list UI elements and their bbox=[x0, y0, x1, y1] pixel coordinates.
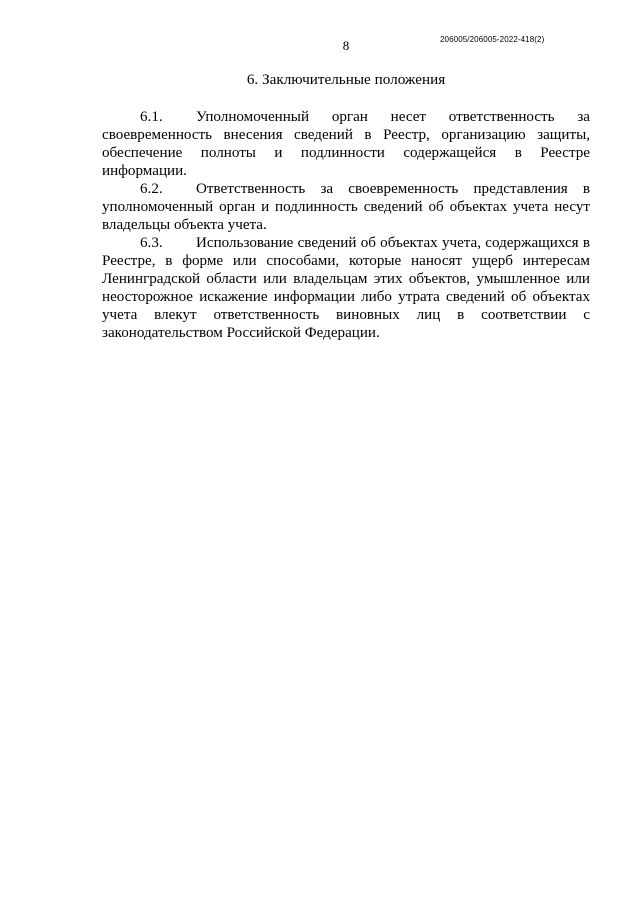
paragraph-number: 6.2. bbox=[140, 181, 163, 197]
document-code: 206005/206005-2022-418(2) bbox=[440, 35, 545, 44]
paragraph-text: Уполномоченный орган несет ответственность за своевременность внесения сведений в Реестр, организацию защиты, обеспечение полноты и подлинности содержащейся в Реестре информации. bbox=[102, 109, 590, 179]
paragraph-number: 6.3. bbox=[140, 235, 163, 251]
section-body bbox=[102, 108, 590, 342]
paragraph-6-3 bbox=[102, 234, 590, 342]
page-number: 8 bbox=[342, 38, 350, 53]
paragraph-number: 6.1. bbox=[140, 109, 163, 125]
paragraph-text: Использование сведений об объектах учета, содержащихся в Реестре, в форме или способами, которые наносят ущерб интересам Ленинградской области или владельцам этих объектов, умышленное или неосторожное искажение информации либо утрата сведений об объектах учета влекут ответственность виновных лиц в соответствии с законодательством Российской Федерации. bbox=[102, 235, 590, 341]
paragraph-text: Ответственность за своевременность представления в уполномоченный орган и подлинность сведений об объектах учета несут владельцы объекта учета. bbox=[102, 181, 590, 233]
paragraph-6-2 bbox=[102, 180, 590, 234]
paragraph-6-1 bbox=[102, 108, 590, 180]
section-title: 6. Заключительные положения bbox=[246, 71, 446, 88]
